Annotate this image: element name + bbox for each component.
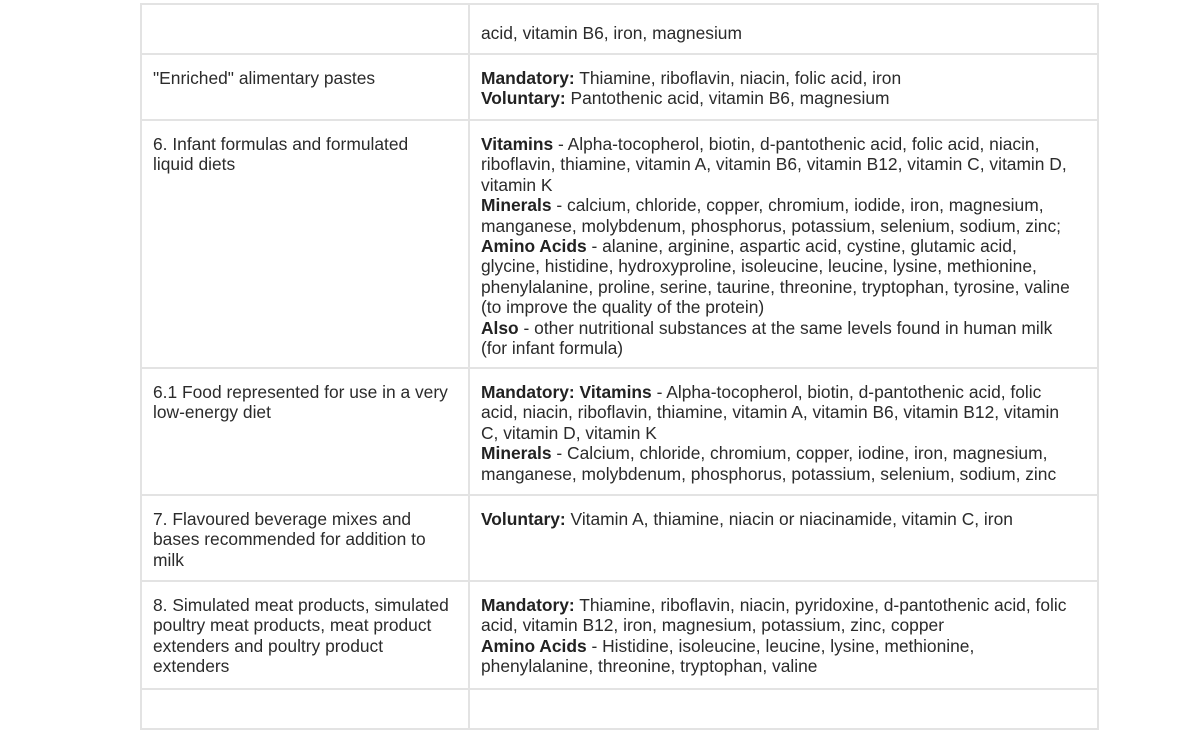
nutrient-text: - Alpha-tocopherol, biotin, d-pantothenic acid, folic (651, 382, 1042, 402)
nutrients-cell (469, 368, 1098, 495)
nutrients-cell (469, 120, 1098, 368)
nutrient-line (481, 382, 1087, 402)
food-category-cell (141, 495, 469, 581)
nutrient-text: riboflavin, thiamine, vitamin A, vitamin B6, vitamin B12, vitamin C, vitamin D, (481, 154, 1067, 175)
nutrient-line (481, 402, 1087, 422)
food-category-line: liquid diets (153, 154, 236, 175)
nutrient-text: - Alpha-tocopherol, biotin, d-pantothenic acid, folic acid, niacin, (553, 134, 1040, 154)
nutrient-heading: Mandatory: (481, 68, 575, 88)
nutrient-line (481, 509, 1087, 529)
nutrient-line (481, 216, 1087, 236)
nutrient-line (481, 615, 1087, 635)
food-category-line: milk (153, 549, 184, 570)
table-row (141, 689, 1098, 729)
nutrient-text: acid, vitamin B6, iron, magnesium (481, 23, 742, 43)
nutrient-line (481, 595, 1087, 615)
food-category-line: bases recommended for addition to (153, 529, 426, 550)
nutrients-cell (469, 689, 1098, 729)
food-category-cell (141, 368, 469, 495)
table-row (141, 4, 1098, 54)
nutrient-text: phenylalanine, threonine, tryptophan, valine (481, 656, 818, 677)
nutrient-text: phenylalanine, proline, serine, taurine, threonine, tryptophan, tyrosine, valine (481, 276, 1070, 297)
food-category-cell (141, 689, 469, 729)
nutrient-line (481, 443, 1087, 463)
nutrient-line (481, 88, 1087, 108)
nutrient-line (481, 175, 1087, 195)
food-category-line: 6.1 Food represented for use in a very (153, 382, 448, 402)
food-category-cell (141, 4, 469, 54)
food-category-cell (141, 581, 469, 689)
food-category-line: "Enriched" alimentary pastes (153, 68, 376, 88)
nutrient-heading: Amino Acids (481, 236, 587, 257)
nutrient-line (481, 134, 1087, 154)
table-row (141, 120, 1098, 368)
food-category-cell (141, 120, 469, 368)
nutrient-line (481, 154, 1087, 174)
nutrient-text: (for infant formula) (481, 338, 624, 359)
nutrient-text: Thiamine, riboflavin, niacin, folic acid, iron (574, 68, 902, 88)
food-category-cell (141, 54, 469, 120)
nutrient-text: acid, niacin, riboflavin, thiamine, vitamin A, vitamin B6, vitamin B12, vitamin (481, 402, 1060, 423)
nutrients-cell (469, 54, 1098, 120)
table-row (141, 581, 1098, 689)
nutrient-line (481, 68, 1087, 88)
nutrient-text: manganese, molybdenum, phosphorus, potassium, selenium, sodium, zinc; (481, 215, 1061, 236)
nutrient-text: - alanine, arginine, aspartic acid, cystine, glutamic acid, (586, 236, 1017, 257)
nutrient-heading: Amino Acids (481, 635, 587, 656)
food-category-line: poultry meat products, meat product (153, 615, 432, 636)
nutrient-heading: Minerals (481, 195, 552, 216)
nutrient-text: acid, vitamin B12, iron, magnesium, potassium, zinc, copper (481, 615, 944, 636)
nutrient-line (481, 338, 1087, 358)
nutrient-text: vitamin K (481, 174, 553, 195)
table-row (141, 368, 1098, 495)
nutrient-line (481, 236, 1087, 256)
table-row (141, 54, 1098, 120)
nutrient-heading: Minerals (481, 443, 552, 464)
nutrient-heading: Mandatory: Vitamins (481, 382, 652, 402)
nutrient-text: (to improve the quality of the protein) (481, 297, 765, 318)
nutrient-heading: Mandatory: (481, 595, 575, 615)
food-category-line: 6. Infant formulas and formulated (153, 134, 409, 154)
nutrient-text: Vitamin A, thiamine, niacin or niacinamide, vitamin C, iron (565, 509, 1013, 529)
nutrient-text: - Calcium, chloride, chromium, copper, iodine, iron, magnesium, (551, 443, 1048, 464)
nutrient-text: - other nutritional substances at the same levels found in human milk (518, 317, 1053, 338)
food-category-line: 8. Simulated meat products, simulated (153, 595, 449, 615)
food-category-line: 7. Flavoured beverage mixes and (153, 509, 412, 529)
nutrient-text: - Histidine, isoleucine, leucine, lysine, methionine, (586, 635, 975, 656)
nutrient-heading: Voluntary: (481, 88, 566, 109)
nutrient-line (481, 656, 1087, 676)
nutrient-line (481, 464, 1087, 484)
nutrient-line (481, 23, 1087, 43)
nutrient-line (481, 636, 1087, 656)
nutrients-cell (469, 4, 1098, 54)
food-category-line: extenders and poultry product (153, 635, 384, 656)
nutrient-text: - calcium, chloride, copper, chromium, iodide, iron, magnesium, (551, 195, 1044, 216)
nutrient-line (481, 277, 1087, 297)
nutrient-line (481, 423, 1087, 443)
nutrient-line (481, 195, 1087, 215)
table-row (141, 495, 1098, 581)
nutrient-line (481, 297, 1087, 317)
nutrient-table-container (140, 3, 1095, 730)
nutrients-cell (469, 581, 1098, 689)
nutrient-text: C, vitamin D, vitamin K (481, 422, 657, 443)
nutrient-line (481, 256, 1087, 276)
nutrient-line (481, 318, 1087, 338)
nutrient-text: Thiamine, riboflavin, niacin, pyridoxine, d-pantothenic acid, folic (574, 595, 1067, 615)
nutrient-heading: Vitamins (481, 134, 554, 154)
nutrients-cell (469, 495, 1098, 581)
nutrient-text: manganese, molybdenum, phosphorus, potassium, selenium, sodium, zinc (481, 463, 1057, 484)
nutrient-heading: Also (481, 317, 519, 338)
nutrient-text: Pantothenic acid, vitamin B6, magnesium (565, 88, 890, 109)
nutrient-heading: Voluntary: (481, 509, 566, 529)
food-category-line: low-energy diet (153, 402, 271, 423)
nutrient-table (140, 3, 1099, 730)
food-category-line: extenders (153, 656, 230, 677)
nutrient-text: glycine, histidine, hydroxyproline, isoleucine, leucine, lysine, methionine, (481, 256, 1037, 277)
